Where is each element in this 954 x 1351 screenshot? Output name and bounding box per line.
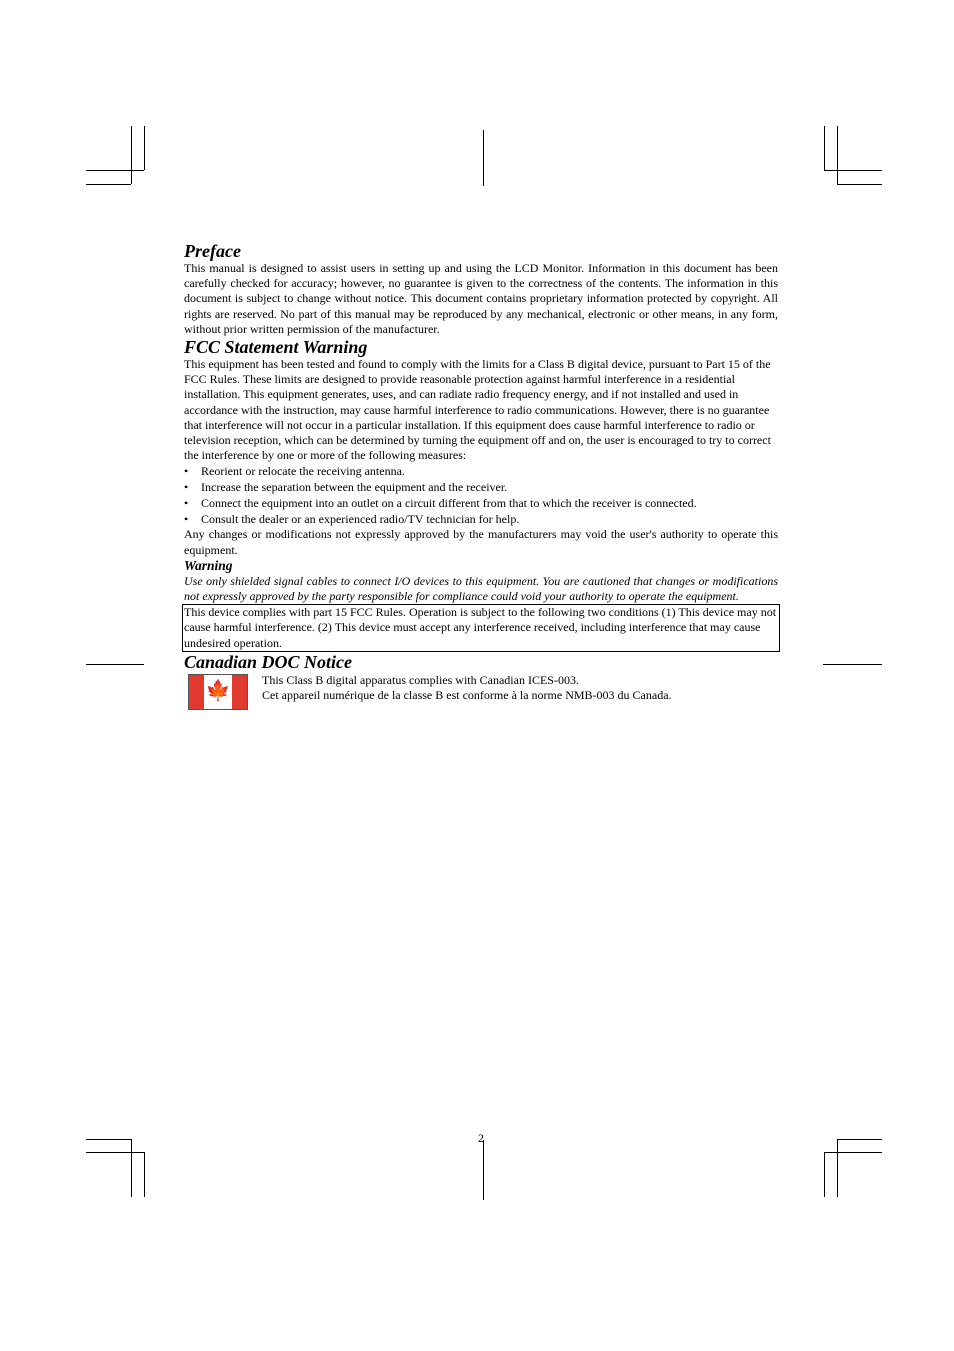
crop-mark xyxy=(837,184,882,185)
crop-mark xyxy=(483,130,484,186)
fcc-body: This equipment has been tested and found to comply with the limits for a Class B digital device, pursuant to Part 15 of the FCC Rules. These limits are designed to provide reasonable protection against harmful interference in a residential installation. This equipment generates, uses, and can radiate radio frequency energy, and if not installed and used in accordance with the instruction, may cause harmful interference to radio communications. However, there is no guarantee that interference will not occur in a particular installation. If this equipment does cause harmful interference to radio or television reception, which can be determined by turning the equipment off and on, the user is encouraged to try to correct the interference by one or more of the following measures: xyxy=(184,357,771,463)
crop-mark xyxy=(837,1139,882,1140)
crop-mark xyxy=(824,126,825,170)
crop-mark xyxy=(86,170,144,171)
bullet-icon: • xyxy=(184,464,189,479)
list-item: • Consult the dealer or an experienced radio/TV technician for help. xyxy=(184,512,520,527)
crop-mark xyxy=(86,664,144,665)
canada-french-text: Cet appareil numérique de la classe B est conforme à la norme NMB-003 du Canada. xyxy=(262,688,672,703)
bullet-icon: • xyxy=(184,480,189,495)
crop-mark xyxy=(131,126,132,184)
crop-mark xyxy=(131,1139,132,1197)
maple-leaf-icon: 🍁 xyxy=(204,675,232,709)
preface-heading: Preface xyxy=(184,241,241,261)
warning-body: Use only shielded signal cables to connect I/O devices to this equipment. You are cautioned that changes or modifications not expressly approved by the party responsible for compliance could void your authority to operate the equipment. xyxy=(184,573,778,604)
list-item: • Connect the equipment into an outlet on a circuit different from that to which the receiver is connected. xyxy=(184,496,697,511)
canada-notice xyxy=(184,673,778,710)
list-item: • Increase the separation between the equipment and the receiver. xyxy=(184,480,508,495)
crop-mark xyxy=(824,1152,825,1197)
crop-mark xyxy=(483,1140,484,1200)
crop-mark xyxy=(86,1139,131,1140)
measures-list xyxy=(184,463,778,527)
crop-mark xyxy=(824,1152,882,1153)
list-item: • Reorient or relocate the receiving antenna. xyxy=(184,464,405,479)
crop-mark xyxy=(144,1152,145,1197)
compliance-box: This device complies with part 15 FCC Rules. Operation is subject to the following two conditions (1) This device may not cause harmful interference. (2) This device must accept any interference received, including interference that may cause undesired operation. xyxy=(182,604,780,652)
crop-mark xyxy=(824,170,882,171)
preface-body: This manual is designed to assist users in setting up and using the LCD Monitor. Information in this document has been carefully checked for accuracy; however, no guarantee is given to the correctness of the contents. The information in this document is subject to change without notice. This document contains proprietary information protected by copyright. All rights are reserved. No part of this manual may be reproduced by any mechanical, electronic or other means, in any form, without prior written permission of the manufacturer. xyxy=(184,261,778,336)
canada-flag-icon xyxy=(188,674,248,710)
warning-heading: Warning xyxy=(184,557,233,573)
bullet-icon: • xyxy=(184,496,189,511)
crop-mark xyxy=(837,126,838,184)
fcc-heading: FCC Statement Warning xyxy=(184,337,368,358)
document-content xyxy=(184,241,778,710)
canada-heading: Canadian DOC Notice xyxy=(184,651,353,672)
crop-mark xyxy=(86,1152,144,1153)
crop-mark xyxy=(837,1139,838,1197)
canada-english-text: This Class B digital apparatus complies with Canadian ICES-003. xyxy=(262,672,579,687)
crop-mark xyxy=(144,126,145,170)
crop-mark xyxy=(86,184,131,185)
bullet-icon: • xyxy=(184,512,189,527)
crop-mark xyxy=(823,664,882,665)
page-number: 2 xyxy=(478,1131,484,1145)
changes-text: Any changes or modifications not expressly approved by the manufacturers may void the user's authority to operate this equipment. xyxy=(184,527,778,557)
